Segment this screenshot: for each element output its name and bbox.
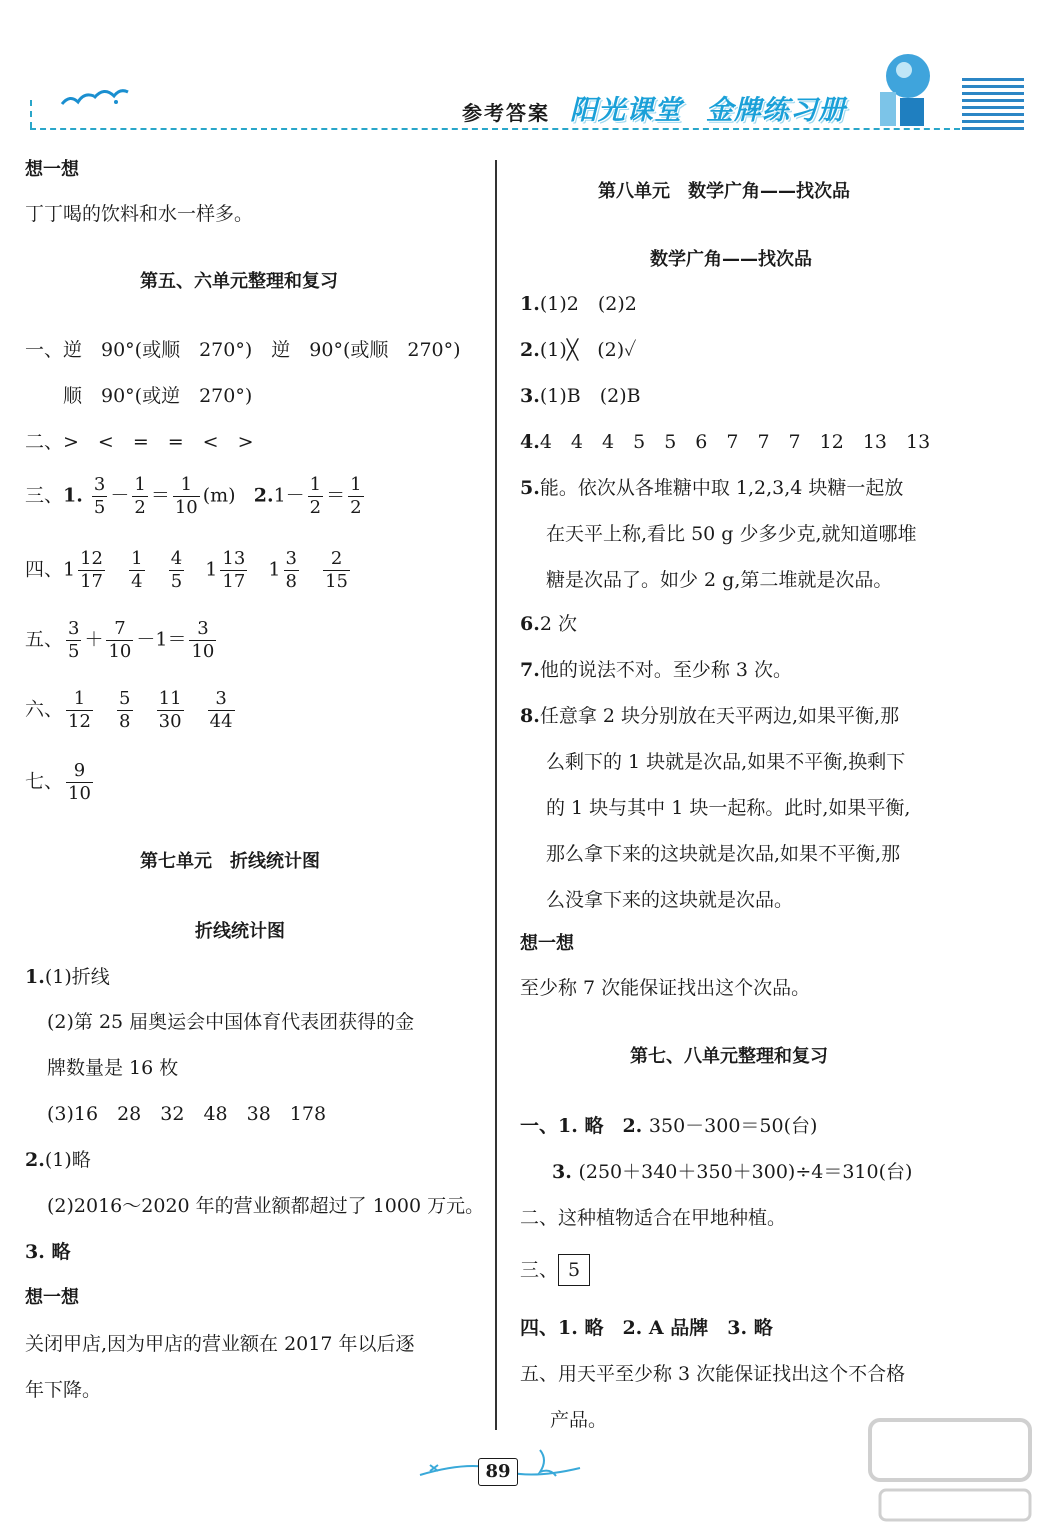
unit7-subtitle: 折线统计图 (195, 921, 285, 942)
fraction: $\frac{5}{8}$ (119, 688, 131, 732)
unit7-answer-2b: (2)2016～2020 年的营业额都超过了 1000 万元。 (47, 1195, 485, 1217)
unit7-answer-1b-line1: (2)第 25 届奥运会中国体育代表团获得的金 (47, 1011, 415, 1033)
unit8-subtitle: 数学广角——找次品 (650, 249, 812, 270)
answer-3-prefix: 三、 (25, 484, 64, 507)
think-answer-2-line2: 年下降。 (25, 1379, 102, 1401)
header-left-rule (30, 100, 34, 128)
review78-answer-5-line2: 产品。 (550, 1409, 608, 1431)
answer-4: 四、1 $\frac{12}{17}$ $\frac{1}{4}$ $\frac{4}{5}$ 1 $\frac{13}{17}$ 1 $\frac{3}{8}$ $\frac{2}{15}$ (25, 548, 348, 592)
unit8-answer-5-line1: 5.能。依次从各堆糖中取 1,2,3,4 块糖一起放 (520, 477, 904, 499)
page-header (0, 0, 1043, 150)
watermark-logo-icon (860, 1410, 1040, 1530)
unit7-answer-3: 3. 略 (25, 1241, 71, 1263)
fraction: $\frac{3}{8}$ (285, 548, 297, 592)
fraction: $\frac{3}{44}$ (209, 688, 233, 732)
unit7-answer-1c: (3)16 28 32 48 38 178 (47, 1103, 327, 1125)
review78-answer-3: 三、 5 (520, 1254, 590, 1286)
unit8-answer-6: 6.2 次 (520, 613, 577, 635)
unit8-answer-1: 1.(1)2 (2)2 (520, 293, 637, 315)
unit8-answer-8-line4: 那么拿下来的这块就是次品,如果不平衡,那 (546, 843, 901, 865)
unit8-answer-8-line5: 么没拿下来的这块就是次品。 (546, 889, 794, 911)
page-number: 89 (478, 1458, 518, 1486)
answer-3: 三、1. $\frac{3}{5}$ － $\frac{1}{2}$ ＝ $\frac{1}{10}$ (m) 2.1－ $\frac{1}{2}$ ＝ $\frac{1}{2}$ (25, 474, 362, 518)
fraction: $\frac{4}{5}$ (170, 548, 183, 592)
think-answer-1: 丁丁喝的饮料和水一样多。 (25, 203, 254, 225)
answer-7: 七、 $\frac{9}{10}$ (25, 760, 91, 804)
section-label: 参考答案 (462, 101, 550, 125)
unit8-answer-2: 2.(1)╳ (2)✓ (520, 339, 637, 361)
fraction: $\frac{3}{5}$ (93, 474, 106, 518)
mascot-illustration-icon (860, 40, 940, 130)
unit8-answer-4: 4.4 4 4 5 5 6 7 7 7 12 13 13 (520, 431, 931, 453)
unit8-answer-8-line2: 么剩下的 1 块就是次品,如果不平衡,换剩下 (546, 751, 906, 773)
fraction: $\frac{3}{10}$ (191, 618, 215, 662)
answer-5: 五、 $\frac{3}{5}$ ＋ $\frac{7}{10}$ －1＝ $\frac{3}{10}$ (25, 618, 215, 662)
unit8-answer-8-line3: 的 1 块与其中 1 块一起称。此时,如果平衡, (546, 797, 911, 819)
answer-3-part2-num: 2. (253, 484, 274, 507)
unit7-title: 第七单元 折线统计图 (140, 851, 320, 872)
header-stripes (962, 78, 1024, 132)
think-title-1: 想一想 (25, 159, 79, 180)
unit7-answer-1a: 1.(1)折线 (25, 966, 110, 988)
review78-answer-2: 二、这种植物适合在甲地种植。 (520, 1207, 787, 1229)
fraction: $\frac{3}{5}$ (68, 618, 80, 662)
unit8-answer-3: 3.(1)B (2)B (520, 385, 641, 407)
fraction: $\frac{1}{2}$ (309, 474, 322, 518)
fraction: $\frac{1}{12}$ (68, 688, 91, 732)
fraction: $\frac{1}{10}$ (174, 474, 198, 518)
fraction: $\frac{2}{15}$ (325, 548, 348, 592)
unit8-answer-5-line3: 糖是次品了。如少 2 g,第二堆就是次品。 (546, 569, 893, 591)
brand-part1: 阳光课堂 (570, 95, 682, 126)
header-dashed-rule (30, 128, 960, 130)
review78-answer-1-line1: 一、1. 略 2. 350－300＝50(台) (520, 1115, 818, 1137)
think-answer-3: 至少称 7 次能保证找出这个次品。 (520, 977, 811, 999)
review78-answer-1-line2: 3. (250＋340＋350＋300)÷4＝310(台) (552, 1161, 913, 1183)
answer-2: 二、> < = = < > (25, 431, 254, 453)
review-78-title: 第七、八单元整理和复习 (630, 1046, 828, 1067)
seagull-icon (60, 82, 130, 112)
think-title-3: 想一想 (520, 933, 574, 954)
fraction: $\frac{13}{17}$ (222, 548, 246, 592)
review78-answer-4: 四、1. 略 2. A 品牌 3. 略 (520, 1317, 773, 1339)
brand-part2: 金牌练习册 (706, 95, 846, 126)
unit8-answer-7: 7.他的说法不对。至少称 3 次。 (520, 659, 793, 681)
fraction: $\frac{12}{17}$ (80, 548, 104, 592)
fraction: $\frac{11}{30}$ (158, 688, 182, 732)
review-56-title: 第五、六单元整理和复习 (140, 271, 338, 292)
unit8-title: 第八单元 数学广角——找次品 (598, 181, 850, 202)
answer-3-part1-num: 1. (63, 484, 83, 507)
think-answer-2-line1: 关闭甲店,因为甲店的营业额在 2017 年以后逐 (25, 1333, 415, 1355)
answer-1-line-1: 一、逆 90°(或顺 270°) 逆 90°(或顺 270°) (25, 339, 461, 361)
fraction: $\frac{7}{10}$ (108, 618, 132, 662)
answer-1-line-2: 顺 90°(或逆 270°) (63, 385, 253, 407)
fraction: $\frac{1}{4}$ (131, 548, 143, 592)
unit8-answer-8-line1: 8.任意拿 2 块分别放在天平两边,如果平衡,那 (520, 705, 900, 727)
unit7-answer-2a: 2.(1)略 (25, 1149, 91, 1171)
review78-answer-5-line1: 五、用天平至少称 3 次能保证找出这个不合格 (520, 1363, 906, 1385)
column-divider (495, 160, 497, 1430)
unit8-answer-5-line2: 在天平上称,看比 50 g 少多少克,就知道哪堆 (546, 523, 917, 545)
unit7-answer-1b-line2: 牌数量是 16 枚 (47, 1057, 179, 1079)
answer-6: 六、 $\frac{1}{12}$ $\frac{5}{8}$ $\frac{11}{30}$ $\frac{3}{44}$ (25, 688, 233, 732)
boxed-answer: 5 (558, 1254, 590, 1286)
fraction: $\frac{1}{2}$ (134, 474, 146, 518)
fraction: $\frac{9}{10}$ (68, 760, 91, 804)
think-title-2: 想一想 (25, 1287, 79, 1308)
brand-title (570, 88, 870, 127)
fraction: $\frac{1}{2}$ (350, 474, 362, 518)
